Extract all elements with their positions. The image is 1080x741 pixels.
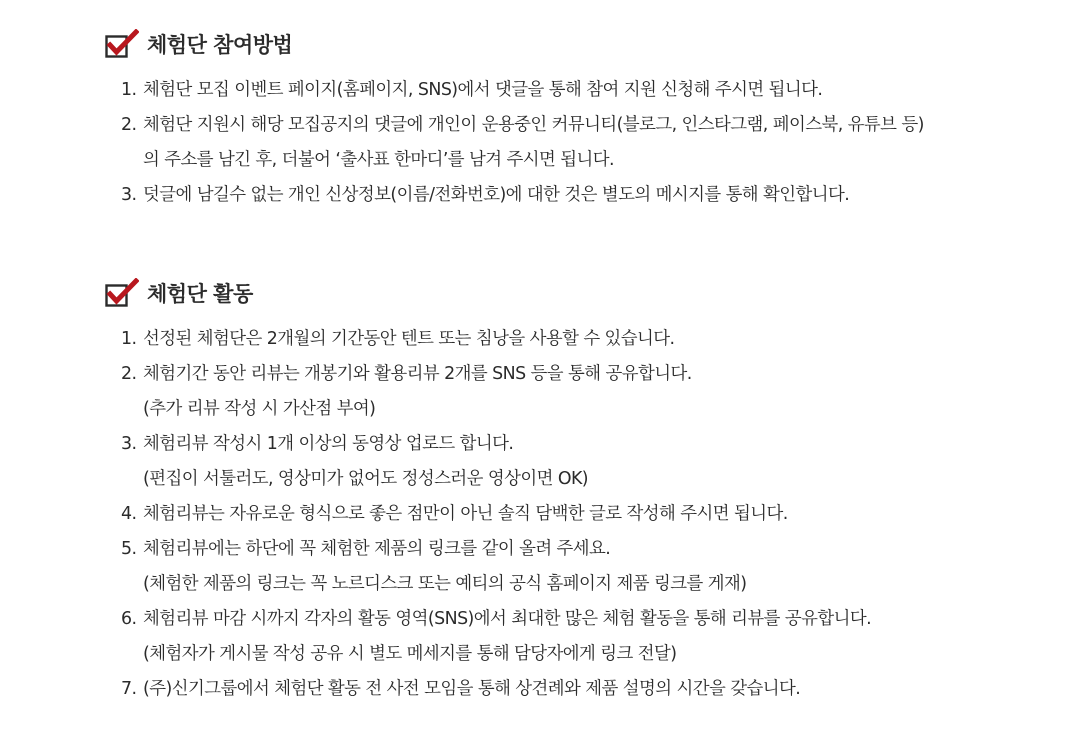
list-item-continuation [143,640,676,668]
item-text: 체험단 모집 이벤트 페이지(홈페이지, SNS)에서 댓글을 통해 참여 지원 신청해 주시면 됩니다. [143,80,823,100]
list-item [121,76,822,104]
list-item [121,430,513,458]
item-text: (편집이 서툴러도, 영상미가 없어도 정성스러운 영상이면 OK) [143,469,589,489]
list-item-continuation [143,570,746,598]
section-title: 체험단 활동 [147,282,253,306]
item-number: 7. [121,679,137,699]
item-number: 6. [121,609,137,629]
section-title: 체험단 참여방법 [147,33,293,57]
item-text: 체험리뷰는 자유로운 형식으로 좋은 점만이 아닌 솔직 담백한 글로 작성해 주시면 됩니다. [143,504,788,524]
item-number: 2. [121,115,137,135]
item-text: (주)신기그룹에서 체험단 활동 전 사전 모임을 통해 상견례와 제품 설명의 시간을 갖습니다. [143,679,801,699]
item-number: 5. [121,539,137,559]
list-item [121,325,675,353]
item-text: 체험리뷰에는 하단에 꼭 체험한 제품의 링크를 같이 올려 주세요. [143,539,611,559]
checkbox-checked-icon [105,29,139,59]
item-text: (체험자가 게시물 작성 공유 시 별도 메세지를 통해 담당자에게 링크 전달) [143,644,677,664]
list-item [121,181,849,209]
list-item-continuation [143,465,588,493]
item-number: 1. [121,80,137,100]
item-number: 3. [121,434,137,454]
checkbox-checked-icon [105,278,139,308]
item-text: 의 주소를 남긴 후, 더불어 ‘출사표 한마디’를 남겨 주시면 됩니다. [143,150,614,170]
item-number: 4. [121,504,137,524]
item-text: 체험리뷰 작성시 1개 이상의 동영상 업로드 합니다. [143,434,514,454]
list-item-continuation [143,395,375,423]
list-item-continuation [143,146,614,174]
list-item [121,360,692,388]
item-number: 1. [121,329,137,349]
item-text: 체험기간 동안 리뷰는 개봉기와 활용리뷰 2개를 SNS 등을 통해 공유합니다. [143,364,692,384]
list-item [121,675,800,703]
list-item [121,500,788,528]
item-number: 3. [121,185,137,205]
item-text: (체험한 제품의 링크는 꼭 노르디스크 또는 예티의 공식 홈페이지 제품 링크를 게재) [143,574,747,594]
item-text: (추가 리뷰 작성 시 가산점 부여) [143,399,376,419]
item-text: 선정된 체험단은 2개월의 기간동안 텐트 또는 침낭을 사용할 수 있습니다. [143,329,675,349]
item-number: 2. [121,364,137,384]
section-header [105,276,253,310]
item-text: 체험단 지원시 해당 모집공지의 댓글에 개인이 운용중인 커뮤니티(블로그, 인스타그램, 페이스북, 유튜브 등) [143,115,924,135]
item-text: 체험리뷰 마감 시까지 각자의 활동 영역(SNS)에서 최대한 많은 체험 활동을 통해 리뷰를 공유합니다. [143,609,872,629]
item-text: 덧글에 남길수 없는 개인 신상정보(이름/전화번호)에 대한 것은 별도의 메시지를 통해 확인합니다. [143,185,850,205]
list-item [121,605,871,633]
section-header [105,27,292,61]
list-item [121,111,924,139]
list-item [121,535,610,563]
